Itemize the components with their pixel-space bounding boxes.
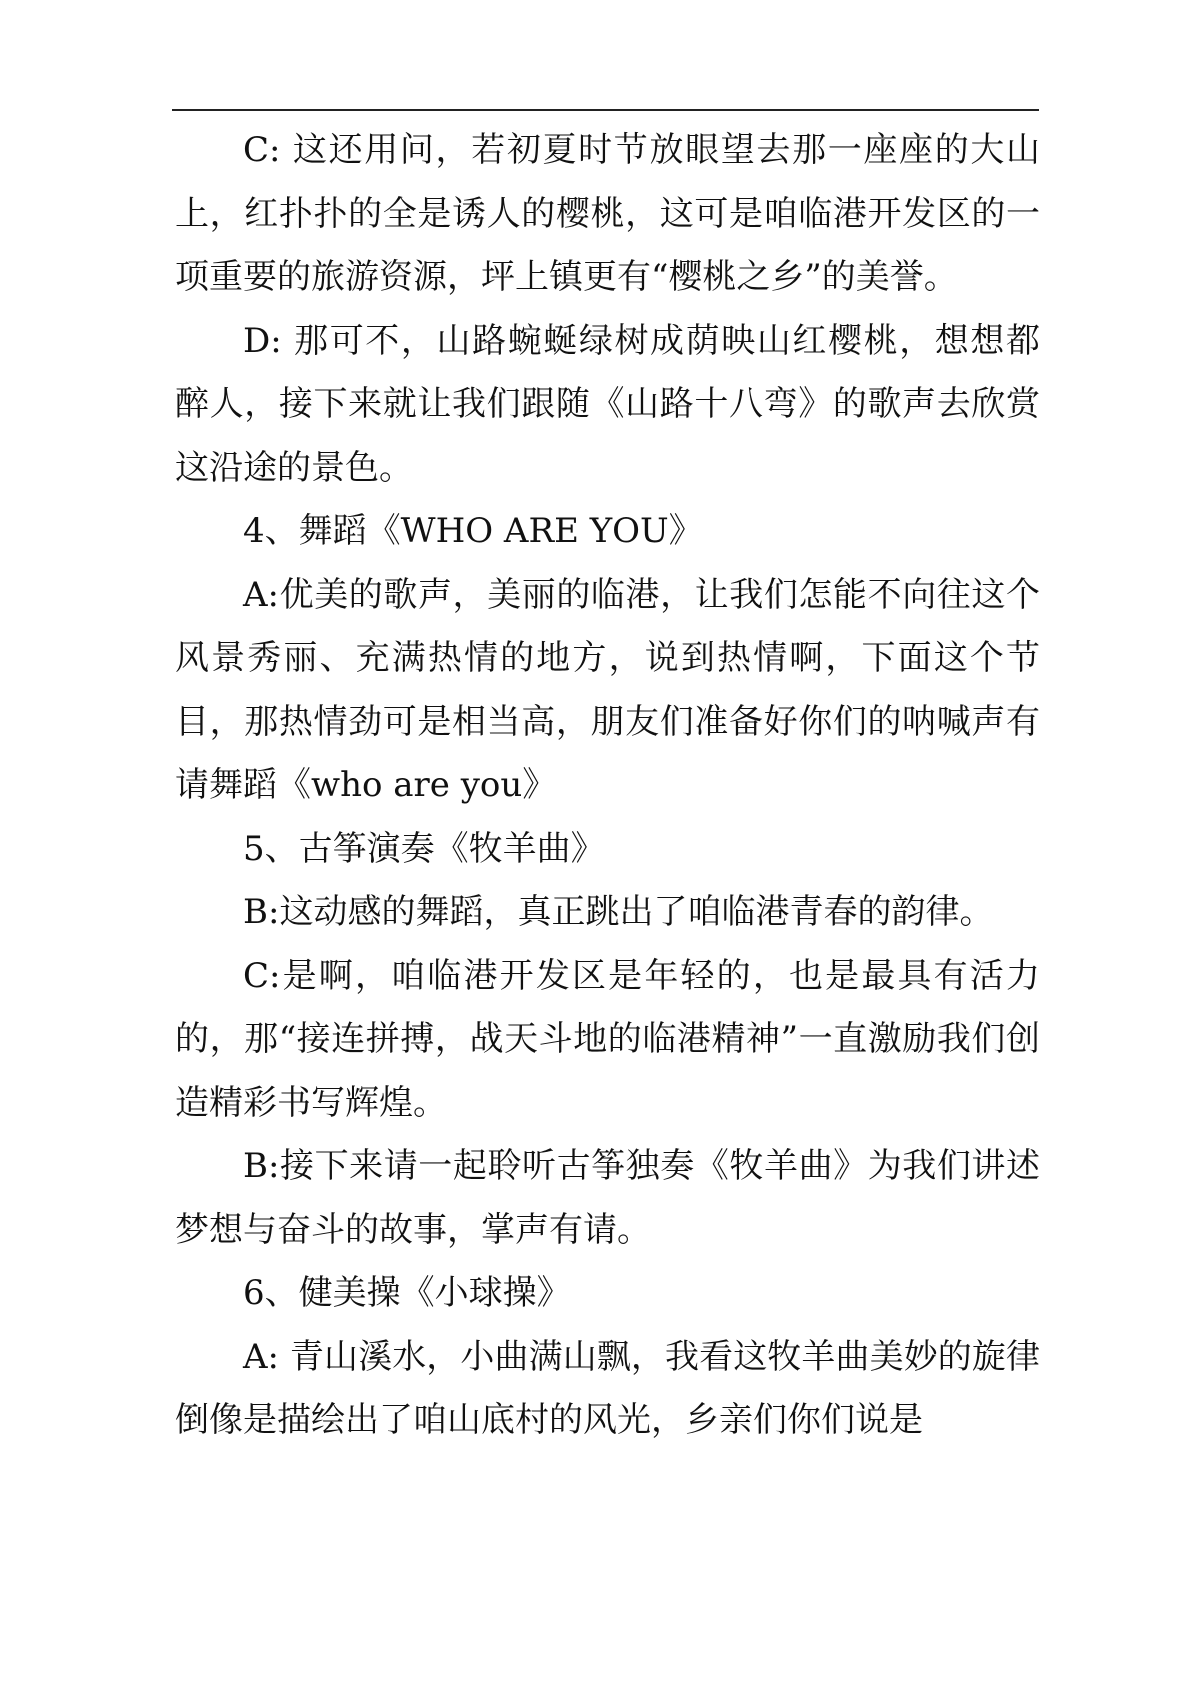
header-rule [172,109,1039,111]
paragraph-a-who-are-you: A:优美的歌声，美丽的临港，让我们怎能不向往这个风景秀丽、充满热情的地方，说到热情啊，下面这个节目，那热情劲可是相当高，朋友们准备好你们的呐喊声有请舞蹈《who are you》 [175,574,1040,805]
paragraph-b-dance: B:这动感的舞蹈，真正跳出了咱临港青春的韵律。 [243,892,994,932]
paragraph-d-mountain-road: D: 那可不，山路蜿蜒绿树成荫映山红樱桃，想想都醉人，接下来就让我们跟随《山路十八弯》的歌声去欣赏这沿途的景色。 [175,320,1040,488]
program-item-6-heading: 6、健美操《小球操》 [243,1273,571,1313]
document-body [175,119,1040,1453]
paragraph-b-guzheng: B:接下来请一起聆听古筝独奏《牧羊曲》为我们讲述梦想与奋斗的故事，掌声有请。 [175,1146,1040,1250]
paragraph-c-spirit: C:是啊，咱临港开发区是年轻的，也是最具有活力的，那“接连拼搏，战天斗地的临港精神”一直激励我们创造精彩书写辉煌。 [175,955,1040,1123]
paragraph-c-cherry: C: 这还用问，若初夏时节放眼望去那一座座的大山上，红扑扑的全是诱人的樱桃，这可是咱临港开发区的一项重要的旅游资源，坪上镇更有“樱桃之乡”的美誉。 [175,130,1040,297]
program-item-5-heading: 5、古筝演奏《牧羊曲》 [243,828,605,869]
paragraph-a-melody: A: 青山溪水，小曲满山飘，我看这牧羊曲美妙的旋律倒像是描绘出了咱山底村的风光，乡亲们你们说是 [175,1336,1040,1440]
program-item-4-heading: 4、舞蹈《WHO ARE YOU》 [243,511,703,551]
